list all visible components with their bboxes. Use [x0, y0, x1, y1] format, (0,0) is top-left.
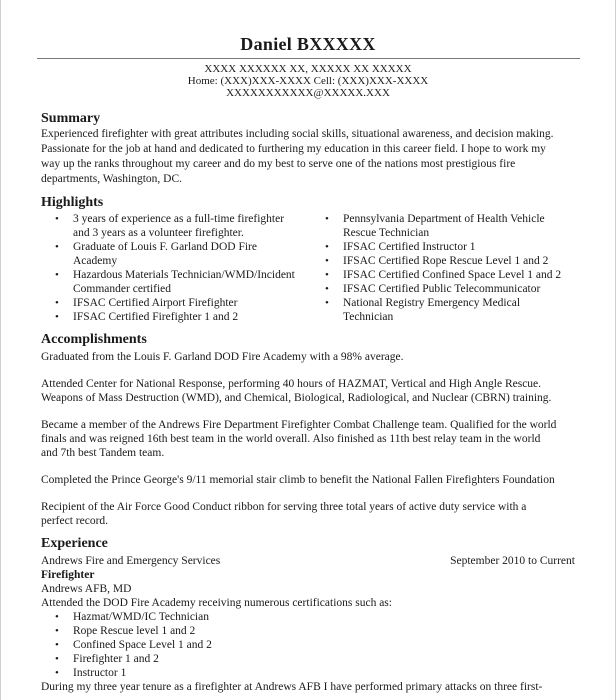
accomplishment-item: Completed the Prince George's 9/11 memorial stair climb to benefit the National Fallen Firefighters Foundation — [41, 474, 555, 486]
job-title: Firefighter — [41, 569, 95, 581]
list-item: • Rope Rescue level 1 and 2 — [41, 624, 575, 638]
contact-email: XXXXXXXXXXX@XXXXX.XXX — [226, 87, 390, 99]
summary-heading: Summary — [41, 111, 101, 126]
list-item: • Instructor 1 — [41, 666, 575, 680]
list-item: • National Registry Emergency Medical Technician — [311, 296, 575, 324]
summary-section — [41, 111, 575, 187]
job-dates: September 2010 to Current — [450, 555, 575, 567]
list-item: • Hazardous Materials Technician/WMD/Incident Commander certified — [41, 268, 305, 296]
experience-heading: Experience — [41, 536, 108, 551]
contact-address: XXXX XXXXXX XX, XXXXX XX XXXXX — [204, 63, 412, 75]
highlights-right-list — [311, 212, 575, 324]
employer-name: Andrews Fire and Emergency Services — [41, 555, 221, 567]
highlights-heading: Highlights — [41, 195, 104, 210]
list-item: • IFSAC Certified Instructor 1 — [311, 240, 575, 254]
job-intro: Attended the DOD Fire Academy receiving numerous certifications such as: — [41, 597, 392, 609]
summary-text — [41, 127, 575, 187]
accomplishments-section — [41, 332, 575, 528]
candidate-name: Daniel BXXXXX — [240, 34, 376, 54]
certification-list — [41, 610, 575, 680]
list-item: • IFSAC Certified Public Telecommunicator — [311, 282, 575, 296]
list-item: • IFSAC Certified Rope Rescue Level 1 and 2 — [311, 254, 575, 268]
job-location: Andrews AFB, MD — [41, 583, 132, 595]
accomplishments-heading: Accomplishments — [41, 332, 147, 347]
list-item: • Firefighter 1 and 2 — [41, 652, 575, 666]
summary-line: Experienced firefighter with great attributes including social skills, situational awareness, and decision making. — [41, 128, 554, 140]
header-divider — [37, 58, 580, 59]
accomplishment-item: Graduated from the Louis F. Garland DOD Fire Academy with a 98% average. — [41, 351, 404, 363]
highlights-section — [41, 195, 575, 324]
resume-header — [1, 0, 615, 99]
highlights-columns — [41, 212, 575, 324]
list-item: • 3 years of experience as a full-time firefighter and 3 years as a volunteer firefighter. — [41, 212, 305, 240]
list-item: • Graduate of Louis F. Garland DOD Fire Academy — [41, 240, 305, 268]
list-item: • Confined Space Level 1 and 2 — [41, 638, 575, 652]
list-item: • IFSAC Certified Firefighter 1 and 2 — [41, 310, 305, 324]
highlights-left-list — [41, 212, 305, 324]
list-item: • Pennsylvania Department of Health Vehicle Rescue Technician — [311, 212, 575, 240]
accomplishment-item: Attended Center for National Response, performing 40 hours of HAZMAT, Vertical and High Angle Rescue. Weapons of Mass Destruction (WMD), and Chemical, Biological, Radiological, and Nuclear (CBRN) training. — [41, 378, 552, 404]
accomplishment-item: Recipient of the Air Force Good Conduct ribbon for serving three total years of active duty service with a perfect record. — [41, 501, 527, 527]
list-item: • IFSAC Certified Airport Firefighter — [41, 296, 305, 310]
list-item: • Hazmat/WMD/IC Technician — [41, 610, 575, 624]
list-item: • IFSAC Certified Confined Space Level 1 and 2 — [311, 268, 575, 282]
job-header-row — [41, 554, 575, 568]
accomplishment-item: Became a member of the Andrews Fire Department Firefighter Combat Challenge team. Qualified for the world finals and was reigned 16th best team in the world overall. Also finished as 11th best relay team in the world and 7th best Tandem team. — [41, 419, 557, 459]
summary-line: departments, Washington, DC. — [41, 173, 182, 185]
summary-line: way up the ranks throughout my career and do my best to serve one of the nations most prestigious fire — [41, 158, 516, 170]
job-description: During my three year tenure as a firefighter at Andrews AFB I have performed primary attacks on three first- — [41, 681, 543, 693]
contact-phone: Home: (XXX)XXX-XXXX Cell: (XXX)XXX-XXXX — [187, 75, 429, 87]
experience-section — [41, 536, 575, 694]
summary-line: Passionate for the job at hand and dedicated to furthering my education in this career field. I hope to work my — [41, 143, 546, 155]
resume-body — [1, 111, 615, 694]
